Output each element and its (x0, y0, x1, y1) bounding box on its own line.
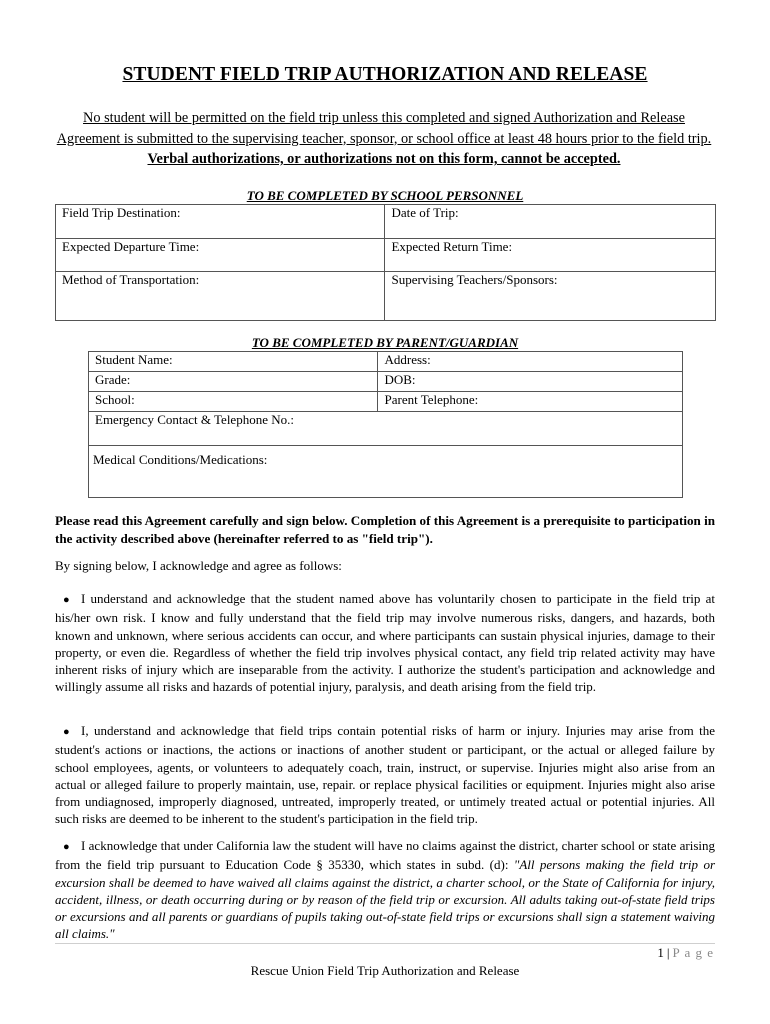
school-personnel-table (55, 204, 716, 321)
departure-time-field[interactable]: Expected Departure Time: (56, 239, 385, 272)
supervising-teachers-field[interactable]: Supervising Teachers/Sponsors: (385, 272, 716, 321)
intro-bold-text: Verbal authorizations, or authorizations not on this form, cannot be accepted. (147, 151, 621, 167)
bullet-text: I acknowledge that under California law the student will have no claims against the district, charter school or state arising from the field trip pursuant to Education Code § 35330, which states in subd. (d): (55, 838, 715, 873)
parent-section-heading: TO BE COMPLETED BY PARENT/GUARDIAN (251, 335, 519, 350)
transportation-field[interactable]: Method of Transportation: (56, 272, 385, 321)
field-trip-destination-field[interactable]: Field Trip Destination: (56, 205, 385, 239)
parent-telephone-field[interactable]: Parent Telephone: (378, 392, 683, 412)
table-row (56, 205, 716, 239)
emergency-contact-field[interactable]: Emergency Contact & Telephone No.: (89, 412, 683, 446)
list-item (55, 590, 715, 696)
dob-field[interactable]: DOB: (378, 372, 683, 392)
bullet-icon: ● (63, 841, 70, 853)
list-item (55, 722, 715, 828)
date-of-trip-field[interactable]: Date of Trip: (385, 205, 716, 239)
agreement-lead: By signing below, I acknowledge and agree as follows: (55, 558, 342, 573)
table-row (89, 446, 683, 498)
page-label: P a g e (672, 945, 714, 960)
table-row (89, 392, 683, 412)
table-row (89, 352, 683, 372)
footer-divider (55, 943, 715, 944)
intro-paragraph (50, 108, 718, 170)
list-item (55, 837, 715, 943)
agreement-notice: Please read this Agreement carefully and sign below. Completion of this Agreement is a prerequisite to participation in the activity described above (hereinafter referred to as "field trip"). (55, 513, 715, 546)
education-code-quote: "All persons making the field trip or excursion shall be deemed to have waived all claims against the district, a charter school, or the State of California for injury, accident, illness, or death occurring during or by reason of the field trip or excursion. All adults taking out-of-state field trips or excursions and all parents or guardians of pupils taking out-of-state field trips or excursions shall sign a statement waiving all claims." (55, 857, 716, 942)
bullet-icon: ● (63, 726, 70, 738)
page-separator: | (666, 945, 670, 960)
intro-text: No student will be permitted on the field trip unless this completed and signed Authorization and Release Agreement is submitted to the supervising teacher, sponsor, or school office at least 48 hours prior to the field trip. (56, 110, 712, 147)
table-row (89, 372, 683, 392)
bullet-text: I understand and acknowledge that the student named above has voluntarily chosen to participate in the field trip at his/her own risk. I know and fully understand that the field trip may involve numerous risks, dangers, and hazards, both known and unknown, where serious accidents can occur, and where participants can sustain physical injuries, damage to their property, or even die. Regardless of whether the field trip involves physical contact, any field trip related activity may have inherent risks of injury which are inseparable from the activity. I authorize the student's participation and acknowledge and willingly assume all risks and hazards of potential injury, paralysis, and death arising from the field trip. (55, 591, 715, 695)
table-row (56, 272, 716, 321)
bullet-icon: ● (63, 594, 70, 606)
return-time-field[interactable]: Expected Return Time: (385, 239, 716, 272)
grade-field[interactable]: Grade: (89, 372, 378, 392)
page-title: STUDENT FIELD TRIP AUTHORIZATION AND RELEASE (122, 64, 648, 85)
medical-conditions-field[interactable]: Medical Conditions/Medications: (89, 446, 683, 498)
footer-text: Rescue Union Field Trip Authorization and Release (250, 963, 520, 978)
table-row (56, 239, 716, 272)
parent-guardian-table (88, 351, 683, 498)
school-field[interactable]: School: (89, 392, 378, 412)
address-field[interactable]: Address: (378, 352, 683, 372)
page-number (657, 945, 714, 961)
table-row (89, 412, 683, 446)
school-section-heading: TO BE COMPLETED BY SCHOOL PERSONNEL (246, 188, 524, 203)
page-number-value: 1 (657, 945, 664, 960)
bullet-text: I, understand and acknowledge that field trips contain potential risks of harm or injury. Injuries may arise from the student's actions or inactions, the actions or inactions of another student or participant, or the actual or alleged failure by school employees, agents, or volunteers to adequately coach, train, instruct, or supervise. Injuries might also arise from an actual or alleged failure to properly maintain, use, repair. or replace physical facilities or equipment. Injuries might also arise from undiagnosed, improperly diagnosed, untreated, improperly treated, or untimely treated actual or potential injuries. All such risks are deemed to be inherent to the student's participation in the field trip. (55, 723, 715, 827)
student-name-field[interactable]: Student Name: (89, 352, 378, 372)
